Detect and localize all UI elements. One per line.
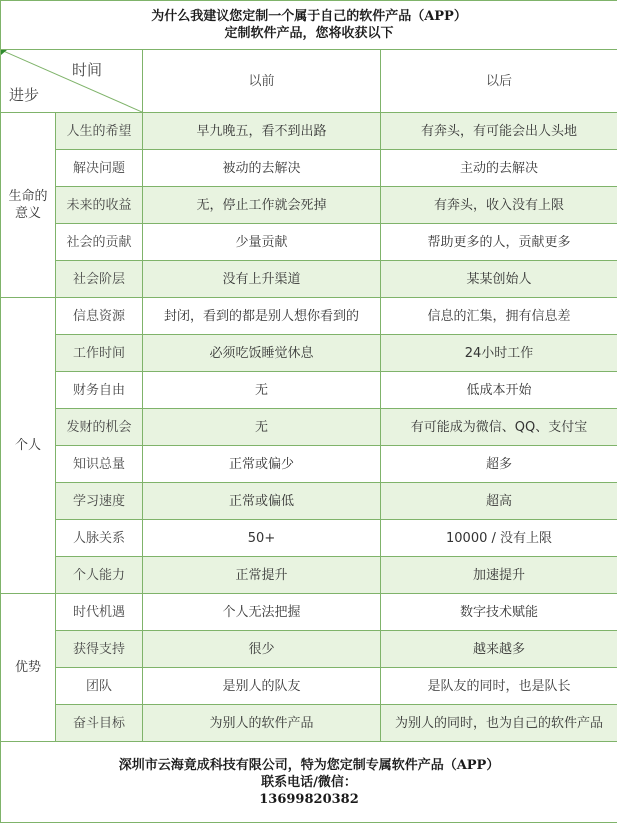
- title-line-2: 定制软件产品，您将收获以下: [224, 26, 394, 41]
- table-row: [1, 483, 617, 520]
- after-cell: 越来越多: [381, 631, 617, 668]
- table-row: [1, 372, 617, 409]
- before-cell: 很少: [143, 631, 381, 668]
- item-cell: 信息资源: [56, 298, 143, 335]
- diagonal-header-cell: [1, 50, 143, 113]
- before-cell: 被动的去解决: [143, 150, 381, 187]
- item-cell: 发财的机会: [56, 409, 143, 446]
- table-row: [1, 261, 617, 298]
- before-cell: 必须吃饭睡觉休息: [143, 335, 381, 372]
- before-cell: 是别人的队友: [143, 668, 381, 705]
- before-cell: 无: [143, 409, 381, 446]
- item-cell: 未来的收益: [56, 187, 143, 224]
- table-row: [1, 594, 617, 631]
- before-cell: 少量贡献: [143, 224, 381, 261]
- table-row: [1, 298, 617, 335]
- after-cell: 10000 / 没有上限: [381, 520, 617, 557]
- table-row: [1, 150, 617, 187]
- category-cell: 个人: [1, 298, 56, 594]
- before-cell: 正常或偏低: [143, 483, 381, 520]
- after-cell: 有奔头，收入没有上限: [381, 187, 617, 224]
- footer-line-1: 深圳市云海竟成科技有限公司，特为您定制专属软件产品（APP）: [118, 757, 500, 773]
- item-cell: 社会的贡献: [56, 224, 143, 261]
- before-cell: 为别人的软件产品: [143, 705, 381, 742]
- item-cell: 学习速度: [56, 483, 143, 520]
- table-row: [1, 409, 617, 446]
- before-cell: 封闭，看到的都是别人想你看到的: [143, 298, 381, 335]
- table-row: [1, 224, 617, 261]
- after-cell: 加速提升: [381, 557, 617, 594]
- after-cell: 主动的去解决: [381, 150, 617, 187]
- before-cell: 无，停止工作就会死掉: [143, 187, 381, 224]
- table-row: [1, 187, 617, 224]
- after-cell: 帮助更多的人，贡献更多: [381, 224, 617, 261]
- before-cell: 无: [143, 372, 381, 409]
- item-cell: 人脉关系: [56, 520, 143, 557]
- table-row: [1, 113, 617, 150]
- item-cell: 财务自由: [56, 372, 143, 409]
- header-row: [1, 50, 617, 113]
- after-cell: 数字技术赋能: [381, 594, 617, 631]
- before-cell: 50+: [143, 520, 381, 557]
- after-cell: 有奔头，有可能会出人头地: [381, 113, 617, 150]
- after-cell: 24小时工作: [381, 335, 617, 372]
- before-cell: 早九晚五，看不到出路: [143, 113, 381, 150]
- after-cell: 超高: [381, 483, 617, 520]
- table-row: [1, 335, 617, 372]
- column-header-before: 以前: [143, 50, 381, 113]
- item-cell: 时代机遇: [56, 594, 143, 631]
- table-row: [1, 631, 617, 668]
- company-footer: [1, 742, 617, 823]
- category-text: 生命的: [8, 189, 48, 204]
- footer-phone: 13699820382: [259, 791, 359, 807]
- item-cell: 奋斗目标: [56, 705, 143, 742]
- after-cell: 低成本开始: [381, 372, 617, 409]
- item-cell: 个人能力: [56, 557, 143, 594]
- item-cell: 工作时间: [56, 335, 143, 372]
- column-header-after: 以后: [381, 50, 617, 113]
- item-cell: 社会阶层: [56, 261, 143, 298]
- before-cell: 正常提升: [143, 557, 381, 594]
- before-cell: 正常或偏少: [143, 446, 381, 483]
- footer-row: [1, 742, 617, 823]
- item-cell: 团队: [56, 668, 143, 705]
- table-row: [1, 520, 617, 557]
- table-row: [1, 557, 617, 594]
- table-row: [1, 446, 617, 483]
- page-title: [1, 1, 617, 50]
- title-line-1: 为什么我建议您定制一个属于自己的软件产品（APP）: [151, 9, 467, 24]
- item-cell: 解决问题: [56, 150, 143, 187]
- category-text: 意义: [14, 206, 41, 221]
- after-cell: 为别人的同时，也为自己的软件产品: [381, 705, 617, 742]
- item-cell: 人生的希望: [56, 113, 143, 150]
- table-row: [1, 668, 617, 705]
- item-cell: 获得支持: [56, 631, 143, 668]
- category-cell: 优势: [1, 594, 56, 742]
- before-cell: 个人无法把握: [143, 594, 381, 631]
- footer-line-2: 联系电话/微信：: [261, 774, 357, 790]
- diagonal-label-time: 时间: [71, 61, 102, 79]
- diagonal-label-progress: 进步: [9, 86, 40, 104]
- table-row: [1, 705, 617, 742]
- after-cell: 有可能成为微信、QQ、支付宝: [381, 409, 617, 446]
- item-cell: 知识总量: [56, 446, 143, 483]
- title-row: [1, 1, 617, 50]
- after-cell: 某某创始人: [381, 261, 617, 298]
- after-cell: 信息的汇集，拥有信息差: [381, 298, 617, 335]
- after-cell: 是队友的同时，也是队长: [381, 668, 617, 705]
- before-cell: 没有上升渠道: [143, 261, 381, 298]
- after-cell: 超多: [381, 446, 617, 483]
- category-cell: [1, 113, 56, 298]
